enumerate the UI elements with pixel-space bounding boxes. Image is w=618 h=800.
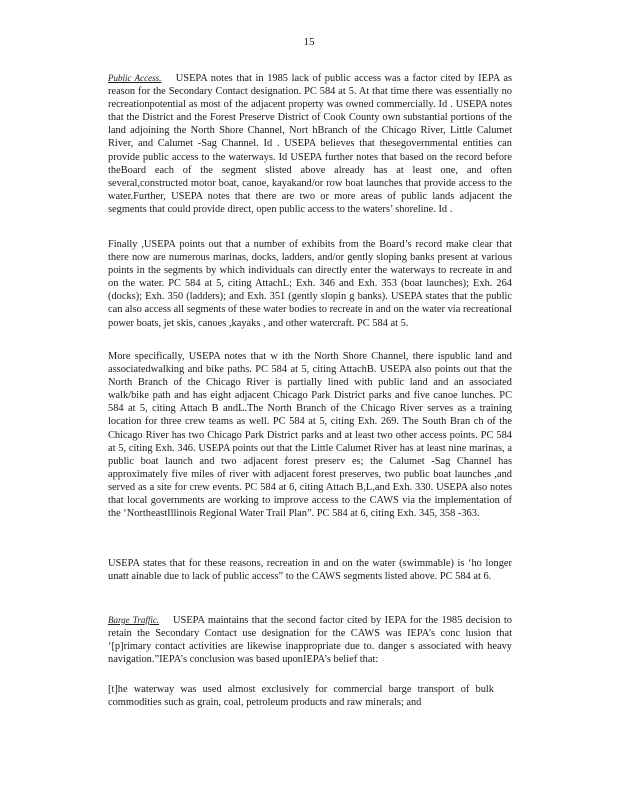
paragraph-text: Finally ,USEPA points out that a number of exhibits from the Board’s record make clear that there now are numerous marinas, docks, ladders, and/or gently sloping banks present at various points in the segments by which individuals can directly enter the waterways to recreate in and on the water. PC 584 at 5, citing AttachL; Exh. 346 and Exh. 353 (boat launches); Exh. 264 (docks); Exh. 350 (ladders); and Exh. 351 (gently slopin g banks). USEPA states that the public can also access all segments of these water bodies to recreate in and on the water via recreational power boats, jet skis, canoes ,kayaks , and other watercraft. PC 584 at 5.	[108, 239, 512, 329]
paragraph-text: More specifically, USEPA notes that w ith the North Shore Channel, there ispublic land and associatedwalking and bike paths. PC 584 at 5, citing AttachB. USEPA also points out that the North Branch of the Chicago River is partially lined with public land and an associated walk/bike path and has eight adjacent Chicago Park District parks and five canoe lunches. PC 584 at 5, citing Attach B andL.The North Branch of the Chicago River serves as a training location for three crew teams as well. PC 584 at 5, citing Exh. 269. The South Bran ch of the Chicago River has two Chicago Park District parks and at least two other access points. PC 584 at 5, citing Exh. 346. USEPA points out that the Little Calumet River has at least nine marinas, a public boat launch and two adjacent forest preserv es; the Calumet -Sag Channel has approximately five miles of river with adjacent forest preserves, two public boat launches ,and served as a site for crew events. PC 584 at 6, citing Attach B,L,and Exh. 330. USEPA also notes that local governments are working to improve access to the CAWS via the implementation of the ‘NortheastIllinois Regional Water Trail Plan”. PC 584 at 6, citing Exh. 345, 358 -363.	[108, 351, 512, 520]
section-heading-barge-traffic: Barge Traffic.	[108, 615, 160, 625]
paragraph-barge-traffic	[108, 614, 512, 666]
page-number: 15	[303, 36, 315, 48]
section-heading-public-access: Public Access.	[108, 73, 162, 83]
quote-text: [t]he waterway was used almost exclusively for commercial barge transport of bulk commodities such as grain, coal, petroleum products and raw minerals; and	[108, 684, 494, 709]
block-quote	[108, 683, 494, 709]
paragraph-public-access	[108, 72, 512, 216]
paragraph-finally	[108, 238, 512, 330]
paragraph-text: USEPA maintains that the second factor cited by IEPA for the 1985 decision to retain the Secondary Contact use designation for the CAWS was IEPA’s conc lusion that ‘[p]rimary contact activities are likewise inappropriate due to. danger s associated with heavy navigation.”IEPA’s conclusion was based uponIEPA’s belief that:	[108, 615, 512, 666]
paragraph-more-specifically	[108, 350, 512, 520]
paragraph-reasons	[108, 557, 512, 583]
paragraph-text: USEPA states that for these reasons, recreation in and on the water (swimmable) is ‘ho longer unatt ainable due to lack of public access” to the CAWS segments listed above. PC 584 at 6.	[108, 558, 512, 583]
paragraph-text: USEPA notes that in 1985 lack of public access was a factor cited by IEPA as reason for the Secondary Contact designation. PC 584 at 5. At that time there was essentially no recreationpotential as most of the adjacent property was owned commercially. Id . USEPA notes that the District and the Forest Preserve District of Cook County own substantial portions of the land adjoining the North Shore Channel, Nort hBranch of the Chicago River, Little Calumet River, and Calumet -Sag Channel. Id . USEPA believes that thesegovernmental entities can provide public access to the waterways. Id USEPA further notes that based on the record before theBoard each of the segment slisted above already has at least one, and often several,constructed motor boat, canoe, kayakand/or row boat launches that provide access to the water.Further, USEPA notes that there are two or more areas of public lands adjacent the segments that could provide direct, open public access to the waters’ shoreline. Id .	[108, 73, 512, 215]
